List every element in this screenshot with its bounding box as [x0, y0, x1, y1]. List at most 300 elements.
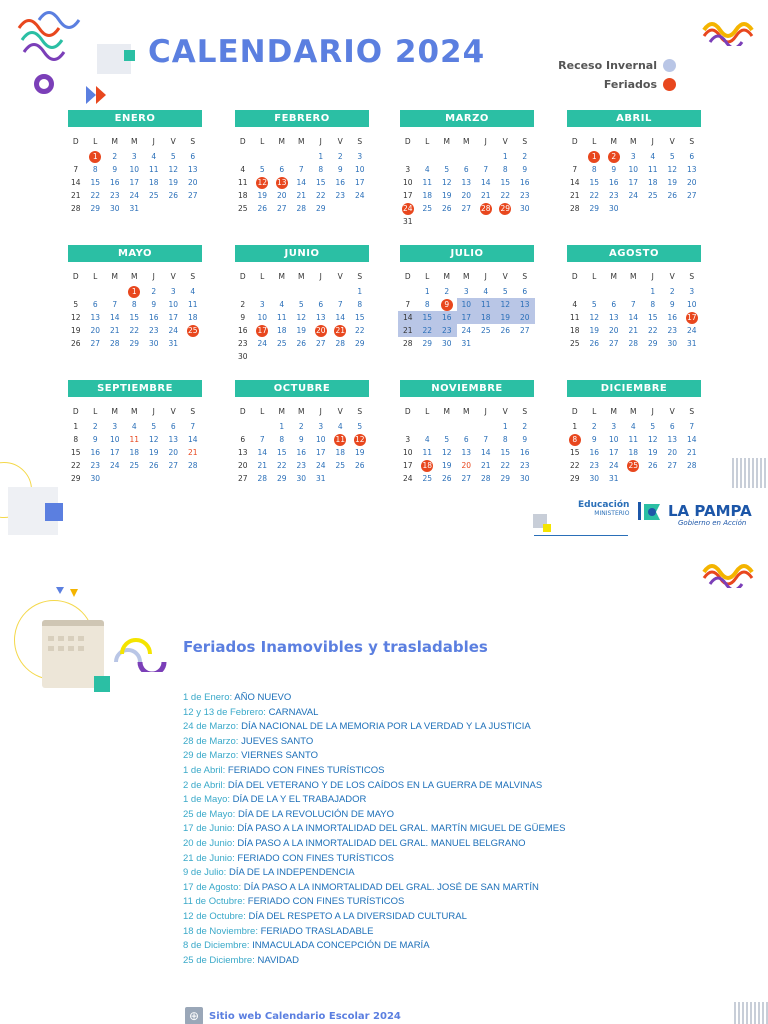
day: 1: [318, 152, 324, 161]
day: 9: [92, 435, 98, 444]
day: 5: [259, 165, 265, 174]
day: 12: [496, 298, 516, 311]
weekday-label: S: [357, 407, 363, 416]
day: 20: [515, 311, 535, 324]
day: 19: [70, 326, 81, 335]
day: 10: [168, 300, 179, 309]
day: 2: [591, 422, 597, 431]
holiday-day: [311, 324, 331, 337]
day: 31: [686, 339, 697, 348]
day: 6: [92, 300, 98, 309]
weekday-label: D: [239, 137, 246, 146]
holiday-date: 25 de Mayo:: [183, 808, 236, 820]
weekday-label: M: [610, 137, 617, 146]
empty-day: [66, 150, 86, 163]
holiday-name: NAVIDAD: [257, 954, 299, 966]
day: 26: [168, 191, 179, 200]
holiday-item: [183, 735, 565, 750]
holiday-item: [183, 837, 565, 852]
day: 4: [279, 300, 285, 309]
holiday-item: [183, 764, 565, 779]
day: 21: [257, 461, 268, 470]
day: 23: [109, 191, 120, 200]
empty-day: [457, 150, 477, 163]
day-grid: [398, 403, 534, 485]
empty-day: [311, 285, 331, 298]
weekday-label: L: [592, 407, 597, 416]
day: 31: [129, 204, 140, 213]
day: 5: [444, 165, 450, 174]
day: 10: [257, 313, 268, 322]
weekday-label: M: [610, 272, 617, 281]
holiday-day: [604, 150, 624, 163]
day: 26: [667, 191, 678, 200]
weekday-label: L: [592, 137, 597, 146]
day: 9: [522, 165, 528, 174]
day: 9: [611, 165, 617, 174]
ministry-label: MINISTERIO: [594, 510, 630, 517]
day: 19: [496, 311, 516, 324]
day: 20: [276, 191, 287, 200]
day: 6: [522, 287, 528, 296]
empty-day: [253, 150, 273, 163]
holiday-marker: 25: [628, 461, 639, 470]
day: 27: [686, 191, 697, 200]
day: 14: [70, 178, 81, 187]
weekday-label: M: [298, 137, 305, 146]
day: 4: [650, 152, 656, 161]
weekday-label: D: [239, 272, 246, 281]
day: 3: [112, 422, 118, 431]
day: 16: [589, 448, 600, 457]
empty-day: [272, 285, 292, 298]
day: 18: [276, 326, 287, 335]
holiday-name: FERIADO TRASLADABLE: [260, 925, 374, 937]
weekday-label: M: [298, 272, 305, 281]
day: 15: [90, 178, 101, 187]
day: 14: [569, 178, 580, 187]
day: 19: [647, 448, 658, 457]
empty-day: [565, 150, 585, 163]
month-septiembre: [68, 380, 202, 485]
weekday-label: M: [463, 272, 470, 281]
weekday-label: M: [630, 272, 637, 281]
month-header: JULIO: [400, 245, 534, 262]
day: 18: [335, 448, 346, 457]
day: 30: [667, 339, 678, 348]
day: 11: [187, 300, 198, 309]
empty-day: [233, 285, 253, 298]
day: 2: [337, 152, 343, 161]
day: 10: [315, 435, 326, 444]
day: 30: [296, 474, 307, 483]
day: 31: [315, 474, 326, 483]
holiday-name: DÍA DE LA INDEPENDENCIA: [228, 867, 355, 879]
weekday-label: V: [502, 272, 508, 281]
day: 8: [502, 435, 508, 444]
day: 4: [572, 300, 578, 309]
day: 21: [296, 191, 307, 200]
day-grid: [565, 268, 701, 350]
day: 10: [402, 448, 413, 457]
day: 1: [502, 152, 508, 161]
day: 17: [109, 448, 120, 457]
legend-item-recess: [558, 56, 676, 75]
day: 7: [483, 435, 489, 444]
day: 15: [70, 448, 81, 457]
empty-day: [437, 150, 457, 163]
day: 16: [109, 178, 120, 187]
empty-day: [398, 420, 418, 433]
holiday-item: [183, 808, 565, 823]
day: 15: [276, 448, 287, 457]
day: 3: [131, 152, 137, 161]
empty-day: [476, 150, 496, 163]
weekday-label: L: [93, 272, 98, 281]
holiday-name: DÍA DEL RESPETO A LA DIVERSIDAD CULTURAL: [248, 910, 467, 922]
holiday-item: [183, 720, 565, 735]
day: 3: [405, 165, 411, 174]
day: 15: [129, 313, 140, 322]
day: 29: [129, 339, 140, 348]
day: 16: [519, 448, 530, 457]
day: 3: [170, 287, 176, 296]
day: 9: [522, 435, 528, 444]
day: 22: [90, 191, 101, 200]
weekday-label: S: [522, 272, 528, 281]
holiday-marker: 21: [335, 326, 346, 335]
day: 2: [151, 287, 157, 296]
day: 20: [90, 326, 101, 335]
empty-day: [86, 285, 106, 298]
month-mayo: [68, 245, 202, 350]
day: 26: [589, 339, 600, 348]
weekday-label: M: [630, 407, 637, 416]
day: 30: [589, 474, 600, 483]
weekday-label: V: [669, 137, 675, 146]
holiday-day: [125, 285, 145, 298]
day: 8: [279, 435, 285, 444]
day: 5: [591, 300, 597, 309]
day: 4: [131, 422, 137, 431]
day: 29: [315, 204, 326, 213]
day: 23: [335, 191, 346, 200]
holiday-day: [476, 202, 496, 215]
holiday-day: [331, 433, 351, 446]
holiday-date: 25 de Diciembre:: [183, 954, 255, 966]
weekday-label: S: [190, 407, 196, 416]
day: 26: [647, 461, 658, 470]
day: 12: [441, 178, 452, 187]
holiday-day: [331, 324, 351, 337]
day: 1: [502, 422, 508, 431]
day: 3: [611, 422, 617, 431]
day: 31: [402, 217, 413, 226]
decorative-square-teal-2: [94, 676, 110, 692]
day: 24: [315, 461, 326, 470]
weekday-label: S: [522, 137, 528, 146]
holiday-item: [183, 939, 565, 954]
day: 27: [187, 191, 198, 200]
holiday-name: DÍA PASO A LA INMORTALIDAD DEL GRAL. MANUEL BELGRANO: [237, 837, 526, 849]
site-link[interactable]: [185, 1007, 401, 1024]
education-label: Educación: [578, 500, 630, 510]
day: 14: [398, 311, 418, 324]
weekday-label: M: [630, 137, 637, 146]
day: 7: [298, 165, 304, 174]
empty-day: [585, 285, 605, 298]
empty-day: [476, 420, 496, 433]
legend: [558, 56, 676, 94]
day: 29: [276, 474, 287, 483]
day: 16: [296, 448, 307, 457]
weekday-label: J: [319, 407, 322, 416]
weekday-label: V: [502, 407, 508, 416]
day-grid: [66, 268, 202, 350]
day: 15: [418, 311, 438, 324]
day: 28: [402, 339, 413, 348]
day: 16: [148, 313, 159, 322]
site-link-label[interactable]: Sitio web Calendario Escolar 2024: [209, 1010, 401, 1022]
holiday-name: AÑO NUEVO: [234, 692, 292, 703]
holiday-name: JUEVES SANTO: [241, 735, 314, 747]
holiday-date: 8 de Diciembre:: [183, 940, 250, 952]
holiday-item: [183, 779, 565, 794]
day: 17: [608, 448, 619, 457]
holiday-item: [183, 852, 565, 867]
holiday-name: FERIADO CON FINES TURÍSTICOS: [247, 896, 405, 908]
day: 17: [129, 178, 140, 187]
day: 24: [461, 326, 472, 335]
month-header: OCTUBRE: [235, 380, 369, 397]
day: 9: [298, 435, 304, 444]
day: 21: [480, 461, 491, 470]
day: 1: [650, 287, 656, 296]
day: 24: [129, 191, 140, 200]
day: 29: [500, 474, 511, 483]
day: 23: [437, 324, 457, 337]
day: 2: [92, 422, 98, 431]
holiday-date: 28 de Marzo:: [183, 735, 239, 747]
day: 14: [335, 313, 346, 322]
holiday-day: [253, 176, 273, 189]
day: 19: [168, 178, 179, 187]
day: 4: [483, 287, 489, 296]
day: 26: [296, 339, 307, 348]
day: 12: [441, 448, 452, 457]
weekday-label: S: [190, 137, 196, 146]
decorative-triangles: [86, 86, 108, 104]
day: 3: [357, 152, 363, 161]
empty-day: [253, 285, 273, 298]
day: 25: [237, 204, 248, 213]
day: 6: [463, 435, 469, 444]
holiday-date: 12 y 13 de Febrero:: [183, 706, 266, 718]
day: 16: [608, 178, 619, 187]
weekday-label: L: [592, 272, 597, 281]
holiday-item: [183, 895, 565, 910]
day: 4: [151, 152, 157, 161]
day-grid: [233, 403, 369, 485]
day: 18: [187, 313, 198, 322]
day: 15: [354, 313, 365, 322]
day: 11: [628, 435, 639, 444]
empty-day: [604, 285, 624, 298]
empty-day: [292, 150, 312, 163]
day: 11: [422, 178, 433, 187]
weekday-label: M: [610, 407, 617, 416]
holiday-item: [183, 954, 565, 969]
day: 7: [259, 435, 265, 444]
month-julio: [400, 245, 534, 350]
day: 15: [569, 448, 580, 457]
day: 26: [70, 339, 81, 348]
holiday-date: 9 de Julio:: [183, 867, 227, 879]
holiday-day: [86, 150, 106, 163]
weekday-label: M: [298, 407, 305, 416]
day: 13: [90, 313, 101, 322]
day: 28: [187, 461, 198, 470]
day: 19: [257, 191, 268, 200]
day: 29: [422, 339, 433, 348]
weekday-label: L: [425, 407, 430, 416]
weekday-label: M: [463, 407, 470, 416]
holiday-name: DÍA DE LA REVOLUCIÓN DE MAYO: [237, 808, 395, 820]
weekday-label: S: [190, 272, 196, 281]
holiday-marker: 12: [354, 435, 365, 444]
day: 12: [647, 435, 658, 444]
day: 26: [500, 326, 511, 335]
holiday-marker: 9: [441, 299, 453, 311]
holiday-name: CARNAVAL: [268, 706, 319, 718]
month-header: NOVIEMBRE: [400, 380, 534, 397]
day-grid: [398, 268, 534, 350]
day: 24: [168, 326, 179, 335]
holidays-title: Feriados Inamovibles y trasladables: [183, 638, 488, 656]
holiday-marker: 12: [257, 178, 268, 187]
holiday-name: DÍA PASO A LA INMORTALIDAD DEL GRAL. JOSÉ DE SAN MARTÍN: [243, 881, 539, 893]
day: 7: [190, 422, 196, 431]
weekday-label: J: [484, 272, 487, 281]
empty-day: [457, 420, 477, 433]
holiday-item: [183, 822, 565, 837]
month-febrero: [235, 110, 369, 215]
day: 26: [441, 204, 452, 213]
day: 3: [405, 435, 411, 444]
holiday-item: [183, 910, 565, 925]
day: 22: [569, 461, 580, 470]
weekday-label: D: [404, 272, 411, 281]
day: 1: [357, 287, 363, 296]
day: 26: [354, 461, 365, 470]
day: 14: [187, 435, 198, 444]
weekday-label: M: [111, 407, 118, 416]
weekday-label: V: [170, 137, 176, 146]
day: 28: [480, 474, 491, 483]
holiday-date: 1 de Mayo:: [183, 794, 230, 806]
day: 19: [441, 461, 452, 470]
weekday-label: D: [72, 272, 79, 281]
decorative-triangles-2: [56, 586, 96, 600]
day: 12: [148, 435, 159, 444]
day: 15: [500, 448, 511, 457]
day: 25: [647, 191, 658, 200]
day: 23: [148, 326, 159, 335]
weekday-label: L: [425, 137, 430, 146]
weekday-label: M: [111, 272, 118, 281]
day: 16: [667, 313, 678, 322]
day: 27: [461, 474, 472, 483]
holiday-marker: 28: [480, 204, 491, 213]
day: 25: [129, 461, 140, 470]
day: 22: [354, 326, 365, 335]
day: 5: [650, 422, 656, 431]
weekday-label: J: [651, 407, 654, 416]
day: 12: [667, 165, 678, 174]
day: 26: [148, 461, 159, 470]
day: 8: [92, 165, 98, 174]
day: 6: [611, 300, 617, 309]
weekday-label: L: [93, 407, 98, 416]
decorative-waves-top-right: [700, 14, 756, 46]
weekday-label: V: [502, 137, 508, 146]
day: 13: [515, 298, 535, 311]
weekday-label: D: [239, 407, 246, 416]
day: 14: [628, 313, 639, 322]
day: 6: [170, 422, 176, 431]
month-junio: [235, 245, 369, 363]
day: 3: [630, 152, 636, 161]
day: 25: [148, 191, 159, 200]
day: 11: [148, 165, 159, 174]
weekday-label: V: [337, 272, 343, 281]
day: 6: [463, 165, 469, 174]
legend-swatch-holidays: [663, 78, 676, 91]
day: 13: [686, 165, 697, 174]
day: 12: [296, 313, 307, 322]
day: 13: [168, 435, 179, 444]
month-header: MAYO: [68, 245, 202, 262]
day: 16: [90, 448, 101, 457]
day: 30: [519, 204, 530, 213]
day: 5: [357, 422, 363, 431]
day: 29: [354, 339, 365, 348]
holiday-date: 2 de Abril:: [183, 779, 226, 791]
day: 15: [647, 313, 658, 322]
day: 21: [70, 191, 81, 200]
day: 3: [259, 300, 265, 309]
day: 14: [257, 448, 268, 457]
day: 22: [129, 326, 140, 335]
day: 9: [112, 165, 118, 174]
day: 7: [73, 165, 79, 174]
weekday-label: S: [689, 272, 695, 281]
day: 25: [569, 339, 580, 348]
day: 8: [650, 300, 656, 309]
weekday-label: D: [404, 137, 411, 146]
empty-day: [233, 420, 253, 433]
day: 10: [608, 435, 619, 444]
day: 16: [237, 326, 248, 335]
holiday-marker: 1: [89, 151, 101, 163]
day: 4: [240, 165, 246, 174]
day: 21: [187, 448, 198, 457]
day: 29: [70, 474, 81, 483]
day: 22: [500, 461, 511, 470]
day: 26: [257, 204, 268, 213]
day-grid: [66, 133, 202, 215]
day: 22: [70, 461, 81, 470]
